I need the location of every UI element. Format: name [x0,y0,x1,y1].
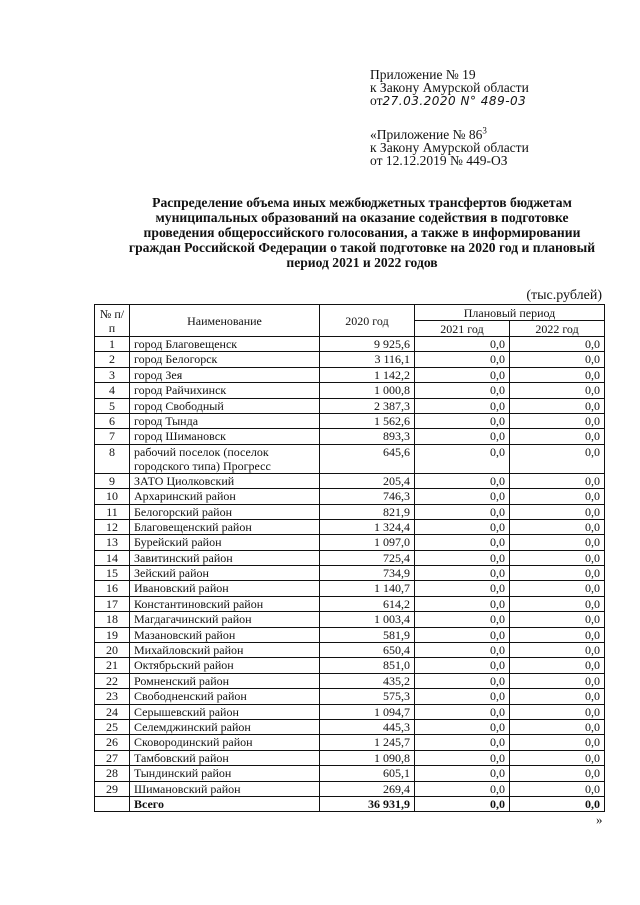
row-value-2022: 0,0 [510,535,605,550]
row-value-2021: 0,0 [415,750,510,765]
row-number: 29 [95,781,130,796]
table-row [95,550,605,565]
row-name: Селемджинский район [130,719,320,734]
header-2021: 2021 год [415,321,510,337]
row-value-2021: 0,0 [415,519,510,534]
row-value-2020: 1 090,8 [320,750,415,765]
appendix-86-law: к Закону Амурской области [370,140,529,155]
header-plan-period: Плановый период [415,305,605,321]
row-value-2021: 0,0 [415,658,510,673]
table-row [95,596,605,611]
table-row [95,519,605,534]
row-name: Константиновский район [130,596,320,611]
table-row [95,566,605,581]
row-value-2022: 0,0 [510,719,605,734]
row-value-2022: 0,0 [510,489,605,504]
row-number: 19 [95,627,130,642]
table-row [95,781,605,796]
row-value-2021: 0,0 [415,719,510,734]
total-2022: 0,0 [510,796,605,811]
row-value-2022: 0,0 [510,383,605,398]
table-row [95,581,605,596]
row-name: Октябрьский район [130,658,320,673]
closing-quote: » [596,812,603,827]
row-number: 26 [95,735,130,750]
row-value-2020: 9 925,6 [320,337,415,352]
total-2021: 0,0 [415,796,510,811]
row-value-2022: 0,0 [510,766,605,781]
table-row [95,429,605,444]
row-number: 9 [95,473,130,488]
row-value-2021: 0,0 [415,352,510,367]
row-value-2020: 851,0 [320,658,415,673]
row-name: Зейский район [130,566,320,581]
row-value-2021: 0,0 [415,473,510,488]
row-value-2021: 0,0 [415,612,510,627]
row-value-2022: 0,0 [510,689,605,704]
table-row [95,643,605,658]
row-value-2020: 581,9 [320,627,415,642]
appendix-86-block [370,125,529,168]
row-value-2020: 1 140,7 [320,581,415,596]
appendix-19-date-prefix: от [370,93,383,108]
row-name: город Тында [130,413,320,428]
row-value-2022: 0,0 [510,473,605,488]
row-value-2021: 0,0 [415,383,510,398]
appendix-19-title: Приложение № 19 [370,67,476,82]
row-value-2022: 0,0 [510,627,605,642]
row-number: 18 [95,612,130,627]
row-name: Тамбовский район [130,750,320,765]
table-row [95,735,605,750]
row-number: 27 [95,750,130,765]
row-value-2021: 0,0 [415,627,510,642]
table-row [95,719,605,734]
table-total-row [95,796,605,811]
row-name: Ивановский район [130,581,320,596]
appendix-19-law: к Закону Амурской области [370,80,529,95]
table-row [95,504,605,519]
row-value-2021: 0,0 [415,398,510,413]
header-name: Наименование [130,305,320,337]
appendix-19-handwritten-date: 27.03.2020 N° 489-03 [382,94,527,108]
row-number: 25 [95,719,130,734]
table-body [95,337,605,812]
row-value-2022: 0,0 [510,550,605,565]
table-row [95,413,605,428]
row-number: 11 [95,504,130,519]
row-name: город Зея [130,367,320,382]
row-number: 24 [95,704,130,719]
row-value-2021: 0,0 [415,581,510,596]
row-value-2021: 0,0 [415,535,510,550]
row-value-2020: 1 562,6 [320,413,415,428]
row-name: Сковородинский район [130,735,320,750]
row-number: 16 [95,581,130,596]
appendix-86-title-text: «Приложение № 86 [370,127,483,142]
header-2020: 2020 год [320,305,415,337]
row-value-2020: 3 116,1 [320,352,415,367]
row-name: Шимановский район [130,781,320,796]
row-value-2022: 0,0 [510,750,605,765]
table-row [95,766,605,781]
row-value-2020: 734,9 [320,566,415,581]
table-row [95,627,605,642]
row-value-2020: 1 324,4 [320,519,415,534]
row-value-2021: 0,0 [415,781,510,796]
row-name: Бурейский район [130,535,320,550]
row-name: Михайловский район [130,643,320,658]
table-row [95,658,605,673]
header-num: № п/п [95,305,130,337]
row-value-2021: 0,0 [415,444,510,473]
row-name: ЗАТО Циолковский [130,473,320,488]
row-value-2022: 0,0 [510,596,605,611]
row-value-2021: 0,0 [415,504,510,519]
table-row [95,337,605,352]
row-number: 10 [95,489,130,504]
row-name: Завитинский район [130,550,320,565]
row-number: 6 [95,413,130,428]
table-row [95,398,605,413]
table-row [95,673,605,688]
row-number: 15 [95,566,130,581]
row-name: Белогорский район [130,504,320,519]
table-row [95,750,605,765]
row-number: 23 [95,689,130,704]
total-2020: 36 931,9 [320,796,415,811]
row-value-2021: 0,0 [415,566,510,581]
row-value-2022: 0,0 [510,704,605,719]
row-value-2021: 0,0 [415,337,510,352]
row-value-2020: 650,4 [320,643,415,658]
appendix-86-superscript: 3 [482,125,487,136]
row-name: Благовещенский район [130,519,320,534]
row-number: 1 [95,337,130,352]
row-name: рабочий поселок (поселок городского типа) Прогресс [130,444,320,473]
row-number: 22 [95,673,130,688]
appendix-86-date: от 12.12.2019 № 449-ОЗ [370,153,508,168]
row-value-2020: 1 003,4 [320,612,415,627]
row-value-2022: 0,0 [510,367,605,382]
row-value-2022: 0,0 [510,735,605,750]
row-number: 12 [95,519,130,534]
appendix-19-date-line [370,94,529,108]
table-row [95,473,605,488]
row-number: 17 [95,596,130,611]
row-value-2022: 0,0 [510,566,605,581]
row-name: Мазановский район [130,627,320,642]
row-value-2021: 0,0 [415,596,510,611]
row-value-2020: 645,6 [320,444,415,473]
row-number: 8 [95,444,130,473]
row-number: 28 [95,766,130,781]
row-value-2020: 205,4 [320,473,415,488]
row-name: Архаринский район [130,489,320,504]
row-value-2022: 0,0 [510,429,605,444]
table-row [95,689,605,704]
header-2022: 2022 год [510,321,605,337]
row-number: 13 [95,535,130,550]
row-value-2022: 0,0 [510,337,605,352]
transfers-table [94,304,605,812]
row-value-2022: 0,0 [510,643,605,658]
table-row [95,352,605,367]
row-value-2021: 0,0 [415,643,510,658]
row-value-2021: 0,0 [415,689,510,704]
row-value-2020: 269,4 [320,781,415,796]
row-value-2020: 445,3 [320,719,415,734]
row-number: 14 [95,550,130,565]
total-num-cell [95,796,130,811]
row-name: Ромненский район [130,673,320,688]
row-value-2020: 575,3 [320,689,415,704]
table-row [95,535,605,550]
row-value-2020: 1 097,0 [320,535,415,550]
row-value-2022: 0,0 [510,612,605,627]
row-value-2021: 0,0 [415,429,510,444]
row-number: 20 [95,643,130,658]
row-value-2020: 2 387,3 [320,398,415,413]
row-value-2021: 0,0 [415,735,510,750]
table-row [95,489,605,504]
row-value-2021: 0,0 [415,367,510,382]
row-value-2022: 0,0 [510,673,605,688]
row-value-2021: 0,0 [415,766,510,781]
row-value-2022: 0,0 [510,519,605,534]
table-row [95,704,605,719]
row-name: город Райчихинск [130,383,320,398]
table-row [95,444,605,473]
row-value-2020: 821,9 [320,504,415,519]
row-value-2020: 746,3 [320,489,415,504]
row-value-2020: 1 000,8 [320,383,415,398]
row-number: 2 [95,352,130,367]
row-value-2021: 0,0 [415,489,510,504]
row-value-2020: 435,2 [320,673,415,688]
row-name: Магдагачинский район [130,612,320,627]
row-number: 5 [95,398,130,413]
row-number: 21 [95,658,130,673]
row-value-2021: 0,0 [415,413,510,428]
table-row [95,383,605,398]
row-value-2022: 0,0 [510,581,605,596]
row-value-2020: 1 094,7 [320,704,415,719]
total-label: Всего [130,796,320,811]
row-name: Серышевский район [130,704,320,719]
row-value-2021: 0,0 [415,550,510,565]
row-name: город Белогорск [130,352,320,367]
row-name: Свободненский район [130,689,320,704]
row-value-2021: 0,0 [415,673,510,688]
row-value-2022: 0,0 [510,352,605,367]
row-number: 4 [95,383,130,398]
row-value-2020: 893,3 [320,429,415,444]
units-label: (тыс.рублей) [526,288,602,303]
row-value-2022: 0,0 [510,413,605,428]
row-value-2020: 1 245,7 [320,735,415,750]
row-name: город Благовещенск [130,337,320,352]
document-title: Распределение объема иных межбюджетных трансфертов бюджетам муниципальных образований на оказание содействия в подготовке проведения общероссийского голосования, а также в информировании граждан Российской Федерации о такой подготовке на 2020 год и плановый период 2021 и 2022 годов [128,195,596,270]
row-name: город Свободный [130,398,320,413]
row-number: 3 [95,367,130,382]
row-name: Тындинский район [130,766,320,781]
row-value-2020: 1 142,2 [320,367,415,382]
row-value-2022: 0,0 [510,781,605,796]
appendix-19-block [370,68,529,108]
table-row [95,367,605,382]
row-value-2022: 0,0 [510,658,605,673]
row-value-2020: 725,4 [320,550,415,565]
row-number: 7 [95,429,130,444]
row-value-2020: 614,2 [320,596,415,611]
row-value-2022: 0,0 [510,504,605,519]
row-value-2022: 0,0 [510,444,605,473]
row-value-2021: 0,0 [415,704,510,719]
row-value-2020: 605,1 [320,766,415,781]
table-row [95,612,605,627]
row-value-2022: 0,0 [510,398,605,413]
row-name: город Шимановск [130,429,320,444]
